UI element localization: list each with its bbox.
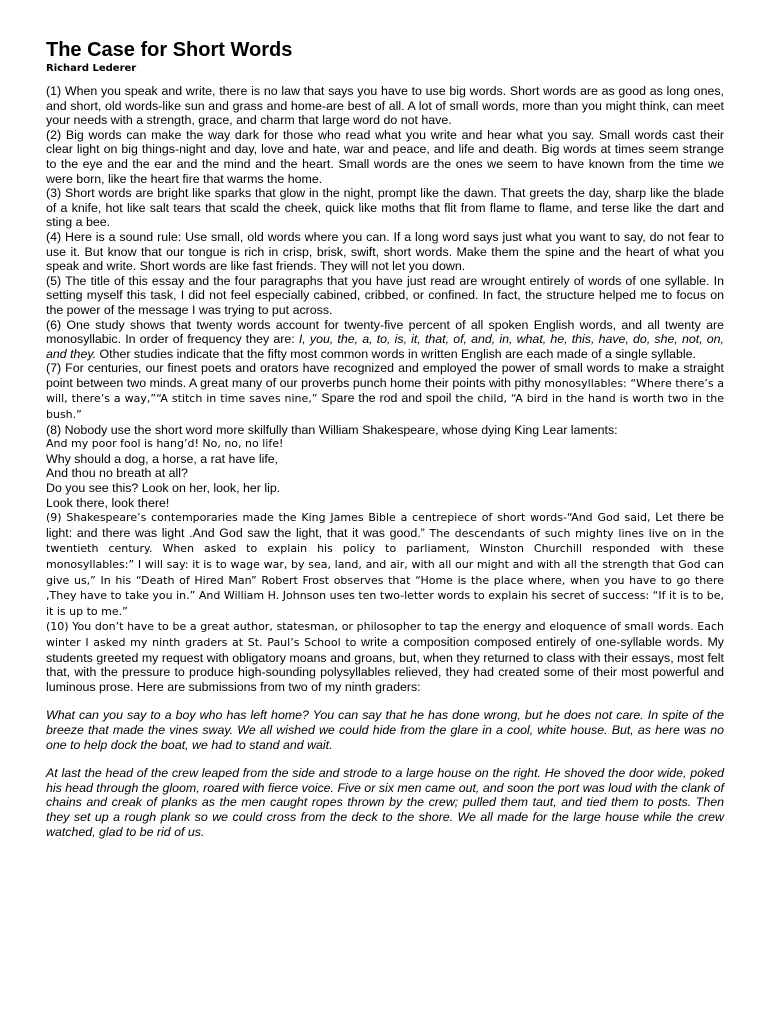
paragraph-6 [46, 318, 724, 362]
paragraph-5: (5) The title of this essay and the four paragraphs that you have just read are wrought entirely of words of one syllable. In setting myself this task, I did not feel especially cabined, cribbed, or confined. In fact, the structure helped me to focus on the power of the message I was trying to put across. [46, 273, 724, 317]
churchill-frost-quotes: Churchill responded with these monosyllables:” I will say: it is to wage war, by sea, land, and air, with all our might and with all the strength that God can give us,” In his “Death of Hired Man” Robert Frost observes that “Home is the place where, when you have to go there ,They have to take you in.” And William H. [46, 542, 724, 603]
student-submission-1: What can you say to a boy who has left home? You can say that he has done wrong, but he does not care. In spite of the breeze that made the vines sway. We all wished we could hide from the glare in a cool, white house. But, as here was no one to help dock the boat, we had to stand and wait. [46, 708, 724, 752]
paragraph-7 [46, 361, 724, 422]
bible-quote: Let there be light: and there was light .And God saw the light, that it was good.” [46, 510, 724, 540]
paragraph-9 [46, 510, 724, 619]
paragraph-4: (4) Here is a sound rule: Use small, old words where you can. If a long word says just what you want to say, do not fear to use it. But know that our tongue is rich in crisp, brisk, swift, short words. Make them the spine and the heart of what you speak and write. Short words are like fast friends. They will not let you down. [46, 229, 724, 274]
paragraph-8: (8) Nobody use the short word more skilfully than William Shakespeare, whose dying King Lear laments: [46, 422, 618, 437]
proverbs-quote-end: the child, “A bird in the hand is worth two in the bush.” [46, 392, 724, 422]
paragraph-3: (3) Short words are bright like sparks that glow in the night, prompt like the dawn. That greets the day, sharp like the blade of a knife, hot like salt tears that scald the cheek, quick like moths that flit from flame to flame, and terse like the dart and sting a bee. [46, 186, 724, 230]
johnson-quote: Johnson uses ten two-letter words to explain his secret of success: “If it is to be, it is up to me.” [46, 589, 725, 618]
paragraph-9-text: (9) Shakespeare’s contemporaries made the King James Bible a centrepiece of short words-“And God said, [46, 511, 651, 525]
verse-line-4: Do you see this? Look on her, look, her lip. [46, 481, 281, 496]
paragraph-10-text: (10) You don’t have to be a great author, statesman, or philosopher to tap the energy and eloquence of small words. Each winter I asked my ninth graders at St. Paul’s School to [46, 620, 724, 649]
author-byline: Richard Lederer [46, 63, 137, 74]
paragraph-6-text-end: Other studies indicate that the fifty most common words in written English are each made of a single syllable. [96, 346, 696, 361]
paragraph-9-text-mid: The descendants of such mighty lines live on in the twentieth century. When asked to explain his policy to parliament, Winston [46, 526, 724, 556]
proverbs-quote: monosyllables: “Where there’s a will, there’s a way,”“A stitch in time saves nine,” [46, 376, 725, 406]
page-title: The Case for Short Words [46, 39, 293, 61]
document-page [46, 38, 724, 839]
paragraph-7-text-mid: Spare the rod and spoil [317, 391, 456, 406]
paragraph-10-text-end: write a composition composed entirely of one-syllable words. My students greeted my request with obligatory moans and groans, but, when they returned to class with their essays, most felt that, with the pressure to produce high-sounding polysyllables relieved, they had created some of their most powerful and luminous prose. Here are submissions from two of my ninth graders: [46, 634, 724, 694]
student-submission-2: At last the head of the crew leaped from the side and strode to a large house on the right. He shoved the door wide, poked his head through the gloom, roared with fierce voice. Five or six men came out, and soon the port was loud with the clank of chains and creak of planks as the men caught ropes thrown by the crew; pulled them taut, and tied them to posts. Then they set up a rough plank so we could cross from the deck to the shore. We all made for the large house while the crew watched, glad to be rid of us. [46, 766, 724, 839]
verse-line-5: Look there, look there! [46, 495, 170, 510]
paragraph-7-text: (7) For centuries, our finest poets and orators have recognized and employed the power of small words to make a straight point between two minds. A great many of our proverbs punch home their points with pithy [46, 361, 724, 390]
verse-line-1: And my poor fool is hang’d! No, no, no life! [46, 437, 284, 451]
paragraph-10 [46, 619, 724, 694]
paragraph-2: (2) Big words can make the way dark for those who read what you write and hear what you say. Small words cast their clear light on big things-night and day, love and hate, war and peace, and life and death. Big words at times seem strange to the eye and the ear and the mind and the heart. Small words are the ones we seem to have known from the time we were born, like the heart fire that warms the home. [46, 127, 724, 186]
frequent-words-list: I, you, the, a, to, is, it, that, of, and, in, what, he, this, have, do, she, not, on, and they. [46, 332, 724, 361]
paragraph-6-text: (6) One study shows that twenty words account for twenty-five percent of all spoken English words, and all twenty are monosyllabic. In order of frequency they are: [46, 317, 724, 347]
paragraph-1: (1) When you speak and write, there is no law that says you have to use big words. Short words are as good as long ones, and short, old words-like sun and grass and home-are best of all. A lot of small words, more than you might think, can meet your needs with a strength, grace, and charm that large word do not have. [46, 84, 724, 128]
verse-line-2: Why should a dog, a horse, a rat have life, [46, 451, 279, 466]
verse-line-3: And thou no breath at all? [46, 466, 188, 481]
